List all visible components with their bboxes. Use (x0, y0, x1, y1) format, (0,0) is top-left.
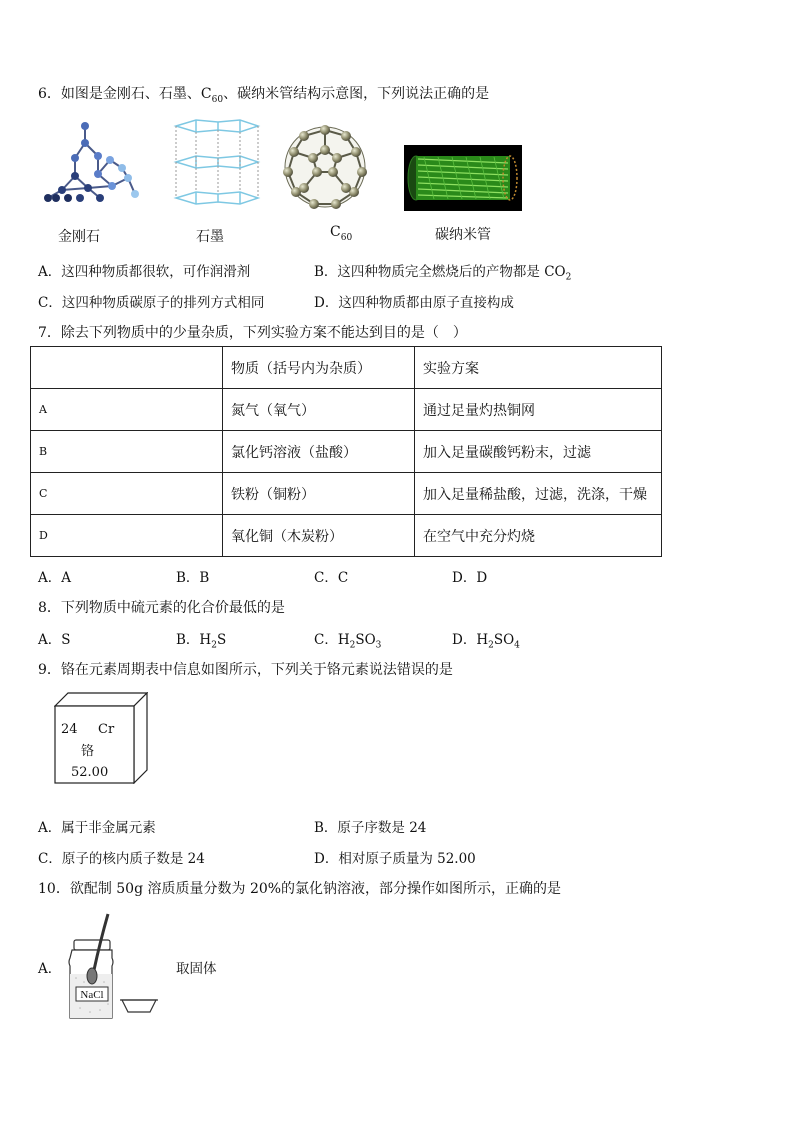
table-header-cell: 实验方案 (415, 347, 662, 389)
table-cell-substance: 氯化钙溶液（盐酸） (223, 431, 415, 473)
table-row (31, 431, 662, 473)
q7-option-b[interactable]: B．B (176, 570, 210, 586)
q9-stem: 9．铬在元素周期表中信息如图所示，下列关于铬元素说法错误的是 (38, 662, 453, 678)
c60-structure-image (280, 122, 370, 212)
q8-option-c[interactable]: C．$H_2SO_3$ (314, 632, 382, 651)
table-cell-method: 加入足量碳酸钙粉末，过滤 (415, 431, 662, 473)
table-cell-substance: 铁粉（铜粉） (223, 473, 415, 515)
table-cell-substance: 氧化铜（木炭粉） (223, 515, 415, 557)
table-cell-method: 加入足量稀盐酸，过滤，洗涤，干燥 (415, 473, 662, 515)
q10-option-a-label[interactable]: A． (38, 961, 62, 977)
diamond-structure-image (40, 118, 152, 208)
q8-option-d[interactable]: D．$H_2SO_4$ (452, 632, 520, 651)
element-name: 铬 (81, 744, 95, 759)
q7-option-a[interactable]: A．A (38, 570, 71, 586)
q6-option-a[interactable]: A．这四种物质都很软，可作润滑剂 (38, 264, 251, 280)
q6-option-d[interactable]: D．这四种物质都由原子直接构成 (314, 295, 514, 311)
q7-stem: 7．除去下列物质中的少量杂质，下列实验方案不能达到目的是（ ） (38, 325, 467, 341)
q9-option-d[interactable]: D．相对原子质量为 52.00 (314, 851, 476, 867)
q9-option-b[interactable]: B．原子序数是 24 (314, 820, 427, 836)
table-cell-option: D (31, 515, 223, 557)
table-header-row (31, 347, 662, 389)
table-header-cell (31, 347, 223, 389)
caption-graphite: 石墨 (196, 229, 224, 245)
caption-diamond: 金刚石 (58, 229, 100, 245)
graphite-structure-image (168, 116, 264, 210)
table-cell-option: C (31, 473, 223, 515)
reagent-bottle-spoon-image (64, 912, 166, 1024)
q9-option-a[interactable]: A．属于非金属元素 (38, 820, 156, 836)
q6-stem: 6．如图是金刚石、石墨、$C_{60}$、碳纳米管结构示意图，下列说法正确的是 (38, 86, 490, 105)
q6-option-c[interactable]: C．这四种物质碳原子的排列方式相同 (38, 295, 265, 311)
q7-option-c[interactable]: C．C (314, 570, 349, 586)
caption-c60: $C_{60}$ (330, 224, 353, 243)
nanotube-structure-image (404, 145, 522, 211)
table-cell-method: 在空气中充分灼烧 (415, 515, 662, 557)
table-row (31, 473, 662, 515)
table-cell-substance: 氮气（氧气） (223, 389, 415, 431)
q8-option-a[interactable]: A．S (38, 632, 71, 648)
q8-option-b[interactable]: B．$H_2S$ (176, 632, 227, 651)
element-cell-chromium (54, 692, 148, 784)
q9-option-c[interactable]: C．原子的核内质子数是 24 (38, 851, 205, 867)
q6-option-b[interactable]: B．这四种物质完全燃烧后的产物都是 $CO_2$ (314, 264, 572, 283)
table-row (31, 515, 662, 557)
table-cell-method: 通过足量灼热铜网 (415, 389, 662, 431)
q10-stem: 10．欲配制 50g 溶质质量分数为 20%的氯化钠溶液，部分操作如图所示，正确的是 (38, 881, 562, 897)
caption-nanotube: 碳纳米管 (435, 227, 491, 243)
element-symbol: Cr (98, 722, 115, 737)
element-atomic-mass: 52.00 (71, 765, 109, 780)
table-row (31, 389, 662, 431)
element-atomic-number: 24 (61, 722, 78, 737)
q10-option-a-text: 取固体 (176, 961, 217, 977)
q7-option-d[interactable]: D．D (452, 570, 488, 586)
q7-table (30, 346, 662, 557)
table-cell-option: B (31, 431, 223, 473)
table-cell-option: A (31, 389, 223, 431)
table-header-cell: 物质（括号内为杂质） (223, 347, 415, 389)
bottle-label: NaCl (80, 989, 104, 1001)
q8-stem: 8．下列物质中硫元素的化合价最低的是 (38, 600, 285, 616)
